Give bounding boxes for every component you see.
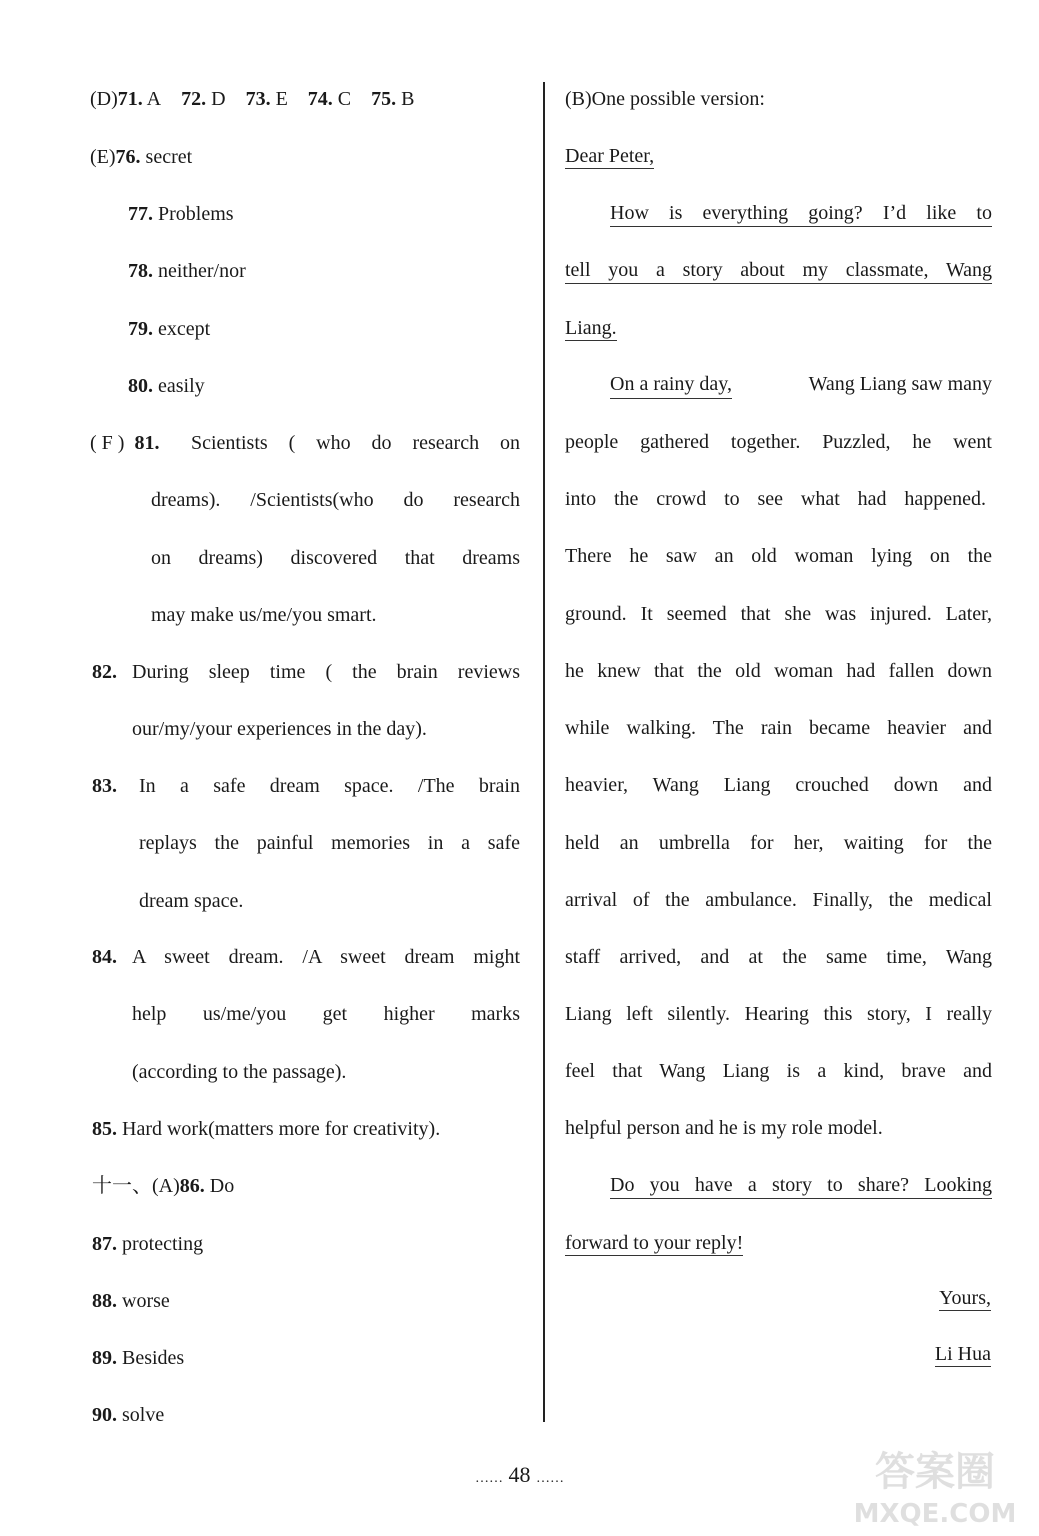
answer-79: 79. except	[128, 318, 211, 340]
answer-83-line-3: dream space.	[139, 890, 244, 912]
answer-81-line-4: may make us/me/you smart.	[151, 604, 377, 626]
letter-p2-line-2: people gathered together. Puzzled, he went	[565, 431, 992, 453]
answer-81-line-3: on dreams) discovered that dreams	[151, 547, 520, 569]
letter-p2-line-6: he knew that the old woman had fallen down	[565, 660, 992, 682]
page-number: …… 48 ……	[475, 1462, 564, 1487]
answer-82-line-2: our/my/your experiences in the day).	[132, 718, 427, 740]
letter-p2-line-12: Liang left silently. Hearing this story, I really	[565, 1003, 992, 1025]
version-heading: (B)One possible version:	[565, 88, 765, 110]
section-eleven-86: 十一、(A)86. Do	[92, 1175, 235, 1197]
answer-84-line-2: help us/me/you get higher marks	[132, 1003, 520, 1025]
answer-78: 78. neither/nor	[128, 260, 246, 282]
letter-greeting: Dear Peter,	[565, 145, 655, 167]
answer-88: 88. worse	[92, 1290, 170, 1312]
letter-p2-line-5: ground. It seemed that she was injured. Later,	[565, 603, 992, 625]
letter-p2-line-10: arrival of the ambulance. Finally, the medical	[565, 889, 992, 911]
letter-p1-line-3: Liang.	[565, 317, 617, 339]
answer-83-line-1: In a safe dream space. /The brain	[139, 775, 520, 797]
letter-p2-line-14: helpful person and he is my role model.	[565, 1117, 883, 1139]
letter-p2-line-13: feel that Wang Liang is a kind, brave and	[565, 1060, 992, 1082]
answer-84-line-1: A sweet dream. /A sweet dream might	[132, 946, 520, 968]
answer-83-line-2: replays the painful memories in a safe	[139, 832, 520, 854]
answer-89: 89. Besides	[92, 1347, 185, 1369]
letter-p2-line-4: There he saw an old woman lying on the	[565, 545, 992, 567]
letter-p3-line-1: Do you have a story to share? Looking	[610, 1172, 992, 1199]
answer-81-line-2: dreams). /Scientists(who do research	[151, 489, 520, 511]
letter-p2-line-9: held an umbrella for her, waiting for the	[565, 832, 992, 854]
answer-83-num: 83.	[92, 775, 117, 797]
answer-87: 87. protecting	[92, 1233, 204, 1255]
letter-p3-line-2: forward to your reply!	[565, 1232, 744, 1254]
svg-text:答案圈: 答案圈	[875, 1449, 995, 1495]
column-divider	[543, 82, 545, 1422]
answer-85: 85. Hard work(matters more for creativity).	[92, 1118, 441, 1140]
answer-81-label: ( F ) 81.	[90, 432, 160, 454]
answer-82-num: 82.	[92, 661, 117, 683]
answer-81-line-1: Scientists ( who do research on	[191, 432, 520, 454]
answer-82-line-1: During sleep time ( the brain reviews	[132, 661, 520, 683]
answer-84-line-3: (according to the passage).	[132, 1061, 347, 1083]
letter-p1-line-2: tell you a story about my classmate, Wang	[565, 257, 992, 284]
letter-p2-line-7: while walking. The rain became heavier and	[565, 717, 992, 739]
watermark-logo	[840, 1440, 1030, 1530]
svg-text:MXQE.COM: MXQE.COM	[853, 1499, 1017, 1529]
answer-84-num: 84.	[92, 946, 117, 968]
letter-p2-line-8: heavier, Wang Liang crouched down and	[565, 774, 992, 796]
letter-p2-line-3: into the crowd to see what had happened.	[565, 488, 986, 510]
answer-80: 80. easily	[128, 375, 205, 397]
letter-p2-line-11: staff arrived, and at the same time, Wang	[565, 946, 992, 968]
answer-row-d: (D)71. A 72. D 73. E 74. C 75. B	[90, 88, 415, 110]
letter-closing: Yours,	[939, 1287, 991, 1309]
letter-signature: Li Hua	[934, 1343, 991, 1365]
answer-77: 77. Problems	[128, 203, 234, 225]
answer-row-e: (E)76. secret	[90, 146, 193, 168]
letter-p2-line-1: On a rainy day, Wang Liang saw many	[610, 371, 992, 399]
answer-90: 90. solve	[92, 1404, 165, 1426]
letter-p1-line-1: How is everything going? I’d like to	[610, 200, 992, 227]
